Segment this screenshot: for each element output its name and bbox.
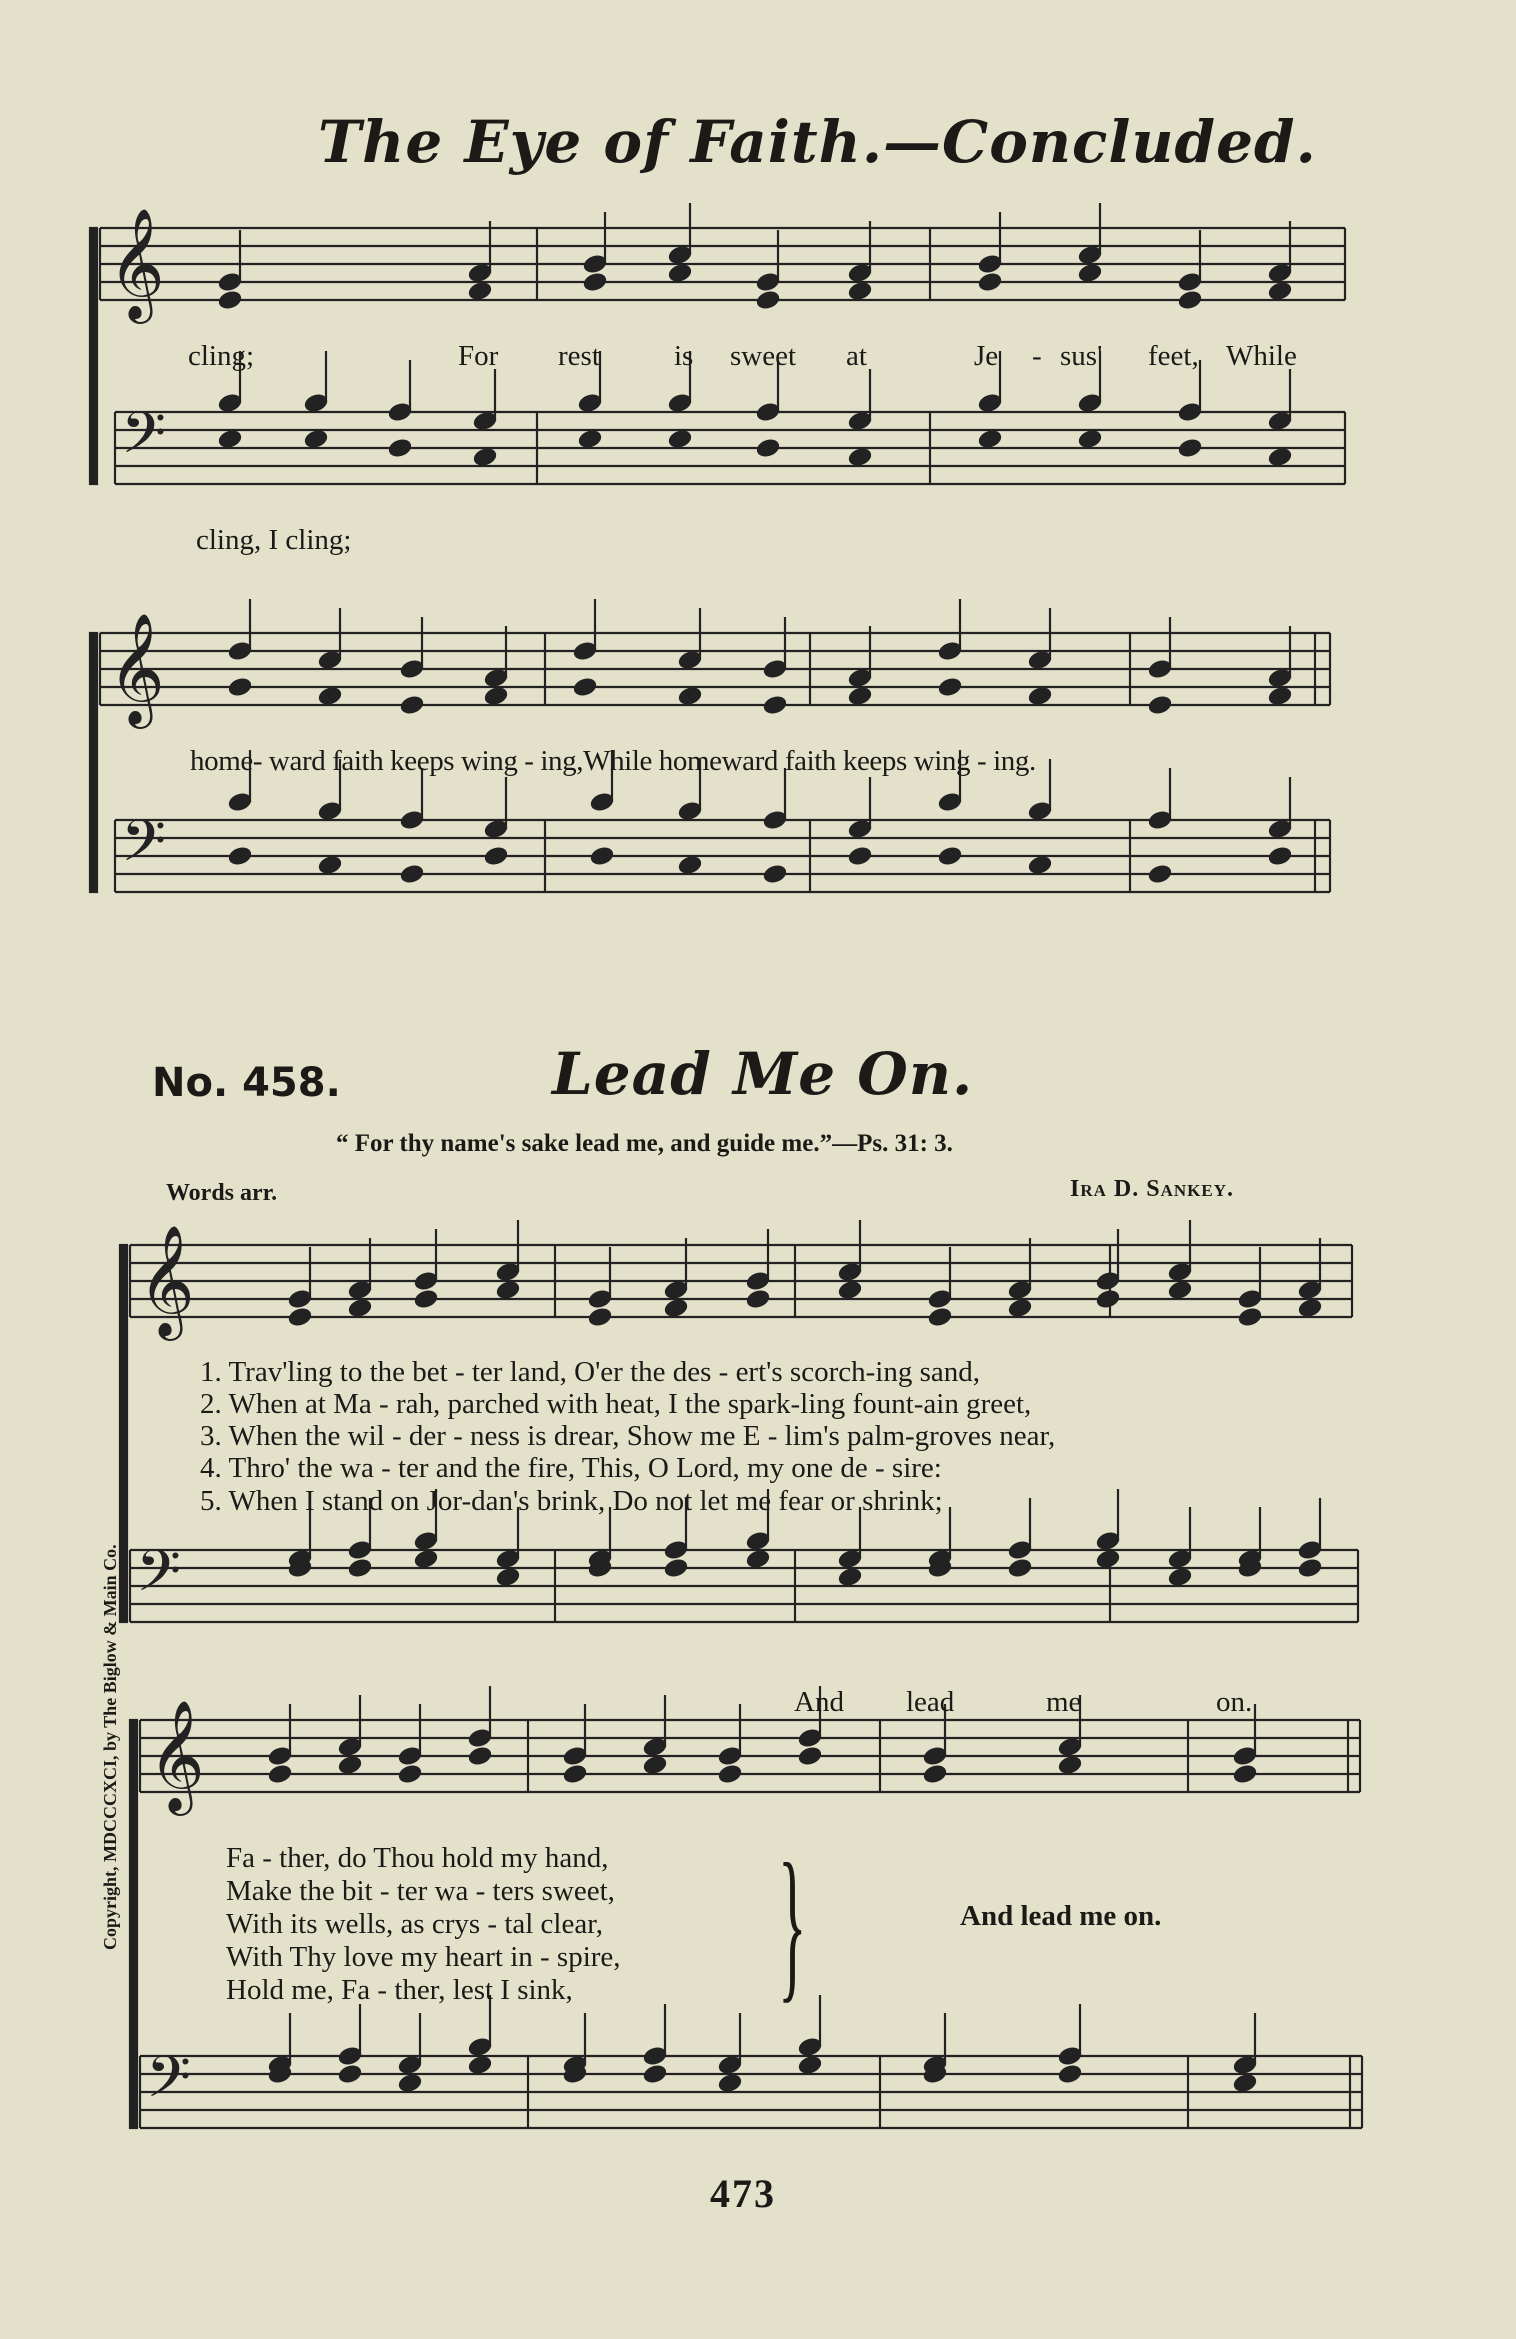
hymn-title-eye-of-faith: The Eye of Faith.—Concluded. [318,108,1317,176]
lyric-rest: rest [558,340,600,372]
words-credit: Words arr. [166,1180,278,1206]
chorus-line-5: Hold me, Fa - ther, lest I sink, [226,1974,573,2006]
lyric-for: For [458,340,499,372]
copyright-notice: Copyright, MDCCCXCI, by The Biglow & Main Co. [100,1544,120,1950]
verse-brace: } [778,1829,807,2017]
chorus-line-3: With its wells, as crys - tal clear, [226,1908,603,1940]
refrain-and: And [794,1686,844,1718]
lyric-homeward: home- ward faith keeps wing - ing,While homeward faith keeps wing - ing. [190,745,1036,777]
verse-1: 1. Trav'ling to the bet - ter land, O'er the des - ert's scorch-ing sand, [200,1356,980,1388]
lyric-sus: sus' [1060,340,1103,372]
verse-5: 5. When I stand on Jor-dan's brink, Do not let me fear or shrink; [200,1485,943,1517]
page-number: 473 [710,2171,776,2216]
lyric-while: While [1226,340,1297,372]
hymn-title-lead-me-on: Lead Me On. [552,1040,974,1108]
svg-text:𝄞: 𝄞 [108,207,165,319]
refrain-me: me [1046,1686,1082,1718]
verse-2: 2. When at Ma - rah, parched with heat, I the spark-ling fount-ain greet, [200,1388,1032,1420]
lyric-sweet: sweet [730,340,797,372]
lyric-is: is [674,340,694,372]
lyric-at: at [846,340,867,372]
lyric-hyphen: - [1032,340,1042,372]
lyric-feet: feet, [1148,340,1199,372]
lyric-cling: cling; [188,340,255,372]
svg-text:𝄞: 𝄞 [108,612,165,724]
chorus-line-2: Make the bit - ter wa - ters sweet, [226,1875,615,1907]
refrain-on: on. [1216,1686,1253,1718]
epigraph: “ For thy name's sake lead me, and guide me.”—Ps. 31: 3. [336,1130,953,1157]
refrain-line: And lead me on. [960,1900,1162,1932]
chorus-line-1: Fa - ther, do Thou hold my hand, [226,1842,609,1874]
hymn-number: No. 458. [152,1060,341,1106]
svg-text:𝄢: 𝄢 [136,1537,182,1619]
svg-text:𝄞: 𝄞 [138,1224,195,1336]
chorus-line-4: With Thy love my heart in - spire, [226,1941,621,1973]
svg-text:𝄢: 𝄢 [121,399,167,481]
lyric-je: Je [974,340,999,372]
svg-text:𝄢: 𝄢 [146,2043,192,2125]
bass-lyric-cling: cling, I cling; [196,524,352,556]
verse-4: 4. Thro' the wa - ter and the fire, This, O Lord, my one de - sire: [200,1452,942,1484]
composer-credit: Ira D. Sankey. [1070,1176,1234,1202]
svg-text:𝄞: 𝄞 [148,1699,205,1811]
refrain-lead: lead [906,1686,955,1718]
verse-3: 3. When the wil - der - ness is drear, Show me E - lim's palm-groves near, [200,1420,1056,1452]
svg-text:𝄢: 𝄢 [121,807,167,889]
